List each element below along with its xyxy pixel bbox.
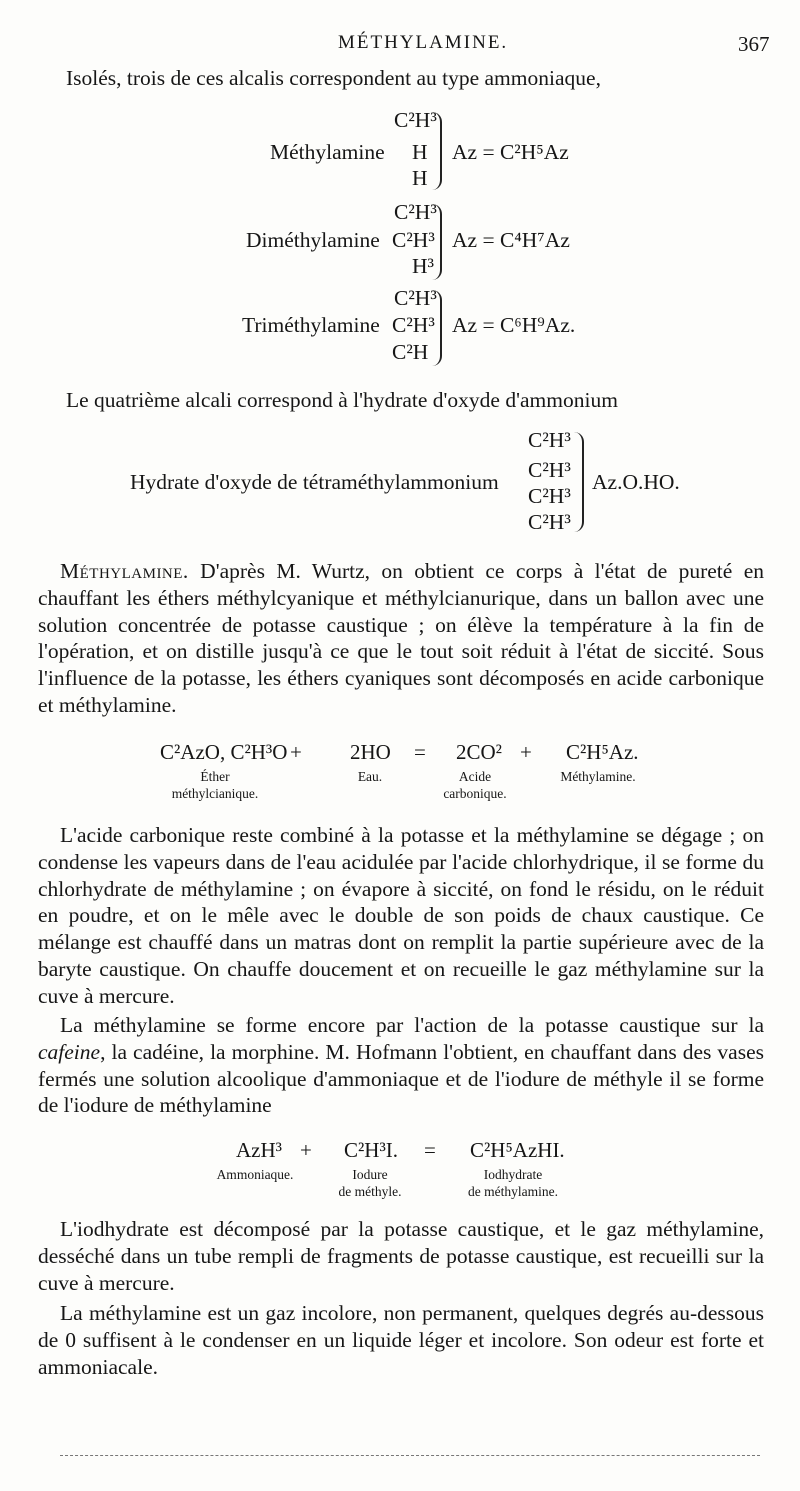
eq-caption: Éther méthylcianique. [171, 769, 259, 801]
right-brace [432, 290, 442, 366]
formula-result: Az = C⁴H⁷Az [452, 228, 570, 252]
eq-caption: Acide carbonique. [443, 769, 507, 801]
compound-name: Méthylamine [270, 140, 385, 164]
formula-result: Az = C²H⁵Az [452, 140, 569, 164]
paragraph-iodhydrate: L'iodhydrate est décomposé par la potasse caustique, et le gaz méthylamine, desséché dans un tube rempli de fragments de potasse caustique, est recueilli sur la cuve à mercure. [38, 1217, 764, 1295]
eq-caption: Iodure de méthyle. [338, 1167, 402, 1199]
italic-term: cafeine [38, 1039, 101, 1064]
formula-row: C²H³ [528, 458, 571, 482]
eq-term: AzH³ [236, 1138, 282, 1162]
footer-rule [60, 1455, 760, 1456]
formula-row: C²H³ [528, 484, 571, 508]
eq-term: C²H⁵AzHI. [470, 1138, 565, 1162]
paragraph-other-sources [38, 1012, 764, 1119]
eq-term: C²AzO, C²H³O [160, 740, 288, 764]
right-brace [432, 112, 442, 190]
paragraph-preparation [38, 558, 764, 719]
paragraph-condensation: L'acide carbonique reste combiné à la potasse et la méthylamine se dégage ; on condense les vapeurs dans de l'eau acidulée par l'acide chlorhydrique, il se forme du chlorhydrate de méthylamine ; on évapore à siccité, on fond le résidu, on le réduit en poudre, et on le mêle avec le double de son poids de chaux caustique. Ce mélange est chauffé dans un matras dont on remplit la partie supérieure avec de la baryte caustique. On chauffe doucement et on recueille le gaz méthylamine sur la cuve à mercure. [38, 823, 764, 1008]
compound-name: Diméthylamine [246, 228, 380, 252]
right-brace [432, 204, 442, 280]
formula-result: Az.O.HO. [592, 470, 680, 494]
eq-operator: = [424, 1138, 436, 1162]
formula-row: C²H³ [394, 108, 437, 132]
compound-name: Hydrate d'oxyde de tétraméthylammonium [130, 470, 499, 494]
eq-term: C²H³I. [344, 1138, 399, 1162]
eq-caption: Méthylamine. [560, 769, 636, 784]
formula-row: C²H³ [392, 228, 435, 252]
eq-caption: Eau. [357, 769, 383, 784]
eq-operator: = [414, 740, 426, 764]
formula-row: C²H³ [392, 313, 435, 337]
eq-operator: + [520, 740, 532, 764]
paragraph-properties: La méthylamine est un gaz incolore, non permanent, quelques degrés au-dessous de 0 suffisent à le condenser en un liquide léger et incolore. Son odeur est forte et ammoniacale. [38, 1301, 764, 1379]
eq-caption: Iodhydrate de méthylamine. [468, 1167, 558, 1199]
formula-row: C²H³ [394, 286, 437, 310]
page-number: 367 [738, 32, 770, 56]
eq-term: 2CO² [456, 740, 502, 764]
compound-name: Triméthylamine [242, 313, 380, 337]
formula-row: C²H³ [394, 200, 437, 224]
formula-row: C²H³ [528, 428, 571, 452]
eq-term: C²H⁵Az. [566, 740, 639, 764]
formula-row: H³ [412, 254, 434, 278]
paragraph-text: D'après M. Wurtz, on obtient ce corps à l'état de pureté en chauffant les éthers méthylcyanique et méthylcianurique, dans un ballon avec une solution concentrée de potasse caustique ; on élève la température à la fin de l'opération, et on distille jusqu'à ce que le tout soit réduit à l'état de siccité. Sous l'influence de la potasse, les éthers cyaniques sont décomposés en acide carbonique et méthylamine. [38, 559, 764, 717]
formula-row: C²H³ [528, 510, 571, 534]
eq-operator: + [290, 740, 302, 764]
eq-term: 2HO [350, 740, 391, 764]
running-head [0, 32, 800, 58]
formula-row: C²H [392, 340, 429, 364]
intro-line: Isolés, trois de ces alcalis correspondent au type ammoniaque, [66, 66, 601, 90]
right-brace [574, 432, 584, 532]
paragraph-text: La méthylamine se forme encore par l'action de la potasse caustique sur la [60, 1013, 764, 1037]
formula-result: Az = C⁶H⁹Az. [452, 313, 576, 337]
eq-caption: Ammoniaque. [216, 1167, 294, 1182]
formula-row: H [412, 140, 428, 164]
paragraph-text: , la cadéine, la morphine. M. Hofmann l'obtient, en chauffant dans des vases fermés une solution alcoolique d'ammoniaque et de l'iodure de méthyle il se forme de l'iodure de méthylamine [38, 1039, 764, 1118]
eq-operator: + [300, 1138, 312, 1162]
fourth-alkali-line: Le quatrième alcali correspond à l'hydrate d'oxyde d'ammonium [66, 388, 618, 412]
section-lead: Méthylamine. [60, 559, 189, 583]
formula-row: H [412, 166, 428, 190]
running-title: MÉTHYLAMINE. [338, 32, 509, 53]
